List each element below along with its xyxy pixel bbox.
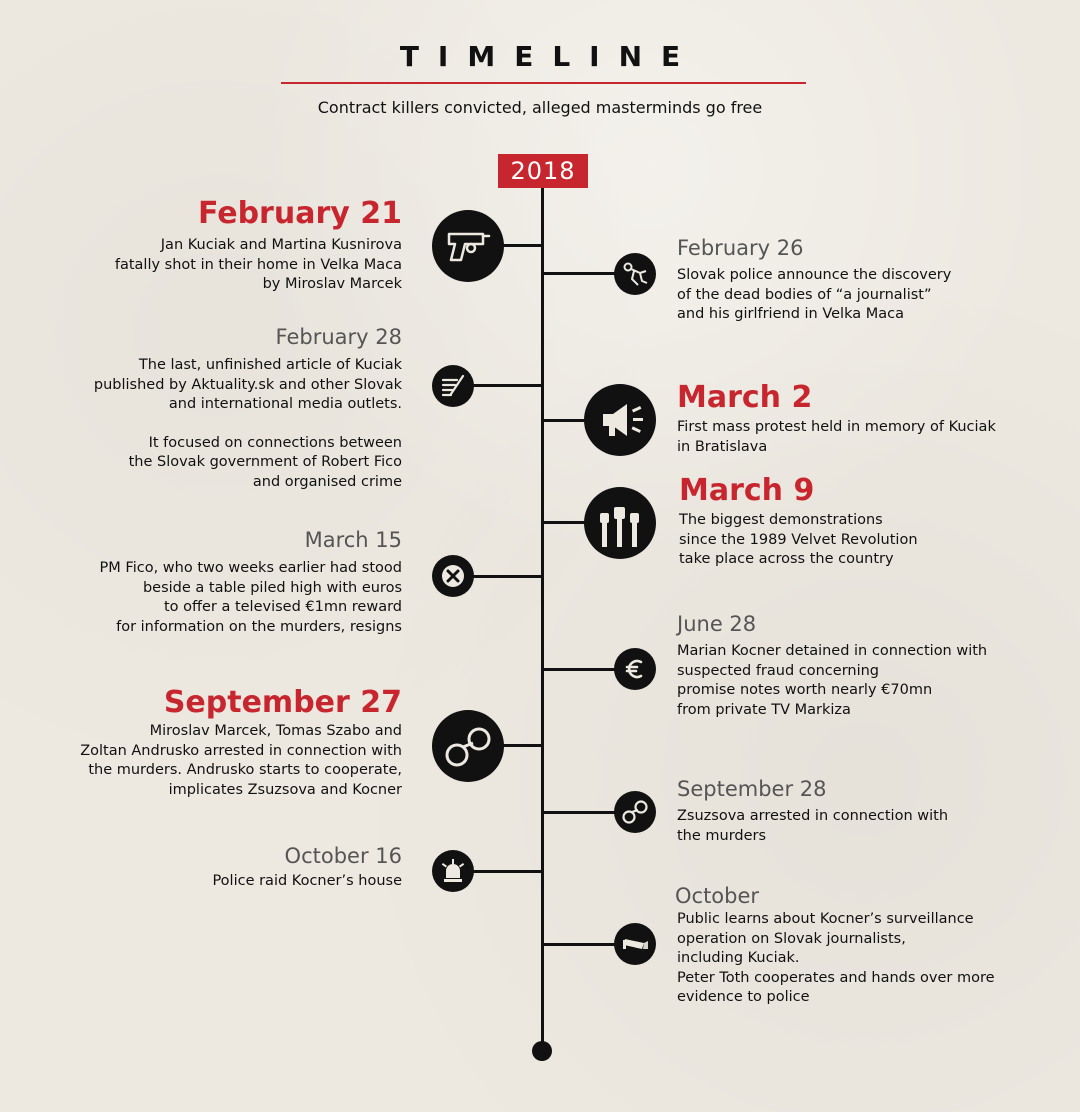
event-text-line: implicates Zsuzsova and Kocner — [168, 781, 402, 798]
event-october-16 — [2, 844, 402, 892]
event-text-line: in Bratislava — [677, 438, 768, 455]
event-text-line: Miroslav Marcek, Tomas Szabo and — [149, 723, 402, 739]
event-text-line: Zsuzsova arrested in connection with — [677, 808, 949, 824]
event-text-line: suspected fraud concerning — [677, 662, 880, 679]
event-text-line: promise notes worth nearly €70mn — [677, 682, 933, 698]
article-icon — [432, 365, 474, 407]
event-date: October 16 — [284, 844, 402, 868]
event-date: March 2 — [677, 380, 813, 415]
event-text-line: The biggest demonstrations — [679, 512, 883, 528]
event-date: September 28 — [677, 777, 827, 801]
event-text-line: Zoltan Andrusko arrested in connection with — [80, 742, 402, 759]
connector — [470, 575, 542, 578]
event-text-line: Marian Kocner detained in connection with — [677, 643, 988, 659]
event-text-line: since the 1989 Velvet Revolution — [679, 531, 918, 548]
event-text-line: Public learns about Kocner’s surveillance — [677, 911, 974, 927]
event-text-line: Slovak police announce the discovery — [677, 267, 952, 283]
event-text-line: the murders. Andrusko starts to cooperate, — [88, 762, 402, 778]
event-september-28 — [677, 777, 1067, 846]
handcuffs-icon — [614, 791, 656, 833]
event-text-line: from private TV Markiza — [677, 701, 851, 718]
event-text-line: and his girlfriend in Velka Maca — [677, 306, 904, 322]
body-outline-icon — [614, 253, 656, 295]
event-date: February 28 — [275, 325, 402, 349]
event-date: March 9 — [679, 473, 815, 508]
event-text-line: the murders — [677, 827, 767, 844]
event-text-line: Police raid Kocner’s house — [212, 873, 402, 889]
event-text-line: Peter Toth cooperates and hands over more — [677, 969, 995, 986]
event-september-27 — [0, 686, 402, 800]
event-text-line: First mass protest held in memory of Kuciak — [677, 419, 996, 435]
connector — [543, 811, 615, 814]
event-text-line: evidence to police — [677, 989, 810, 1005]
connector — [470, 384, 542, 387]
event-text-line: to offer a televised €1mn reward — [163, 599, 402, 615]
handcuffs-icon — [432, 710, 504, 782]
event-text-line: The last, unfinished article of Kuciak — [138, 357, 402, 373]
event-date: February 21 — [197, 196, 402, 231]
gun-icon — [432, 210, 504, 282]
event-march-2 — [677, 381, 1067, 457]
event-february-21 — [22, 197, 402, 295]
event-text-line: published by Aktuality.sk and other Slovak — [93, 376, 402, 393]
event-february-28 — [2, 325, 402, 492]
connector — [470, 870, 542, 873]
event-date: March 15 — [304, 528, 402, 552]
x-mark-icon — [432, 555, 474, 597]
connector — [543, 272, 615, 275]
connector — [543, 668, 615, 671]
event-text-line: of the dead bodies of “a journalist” — [677, 286, 932, 303]
event-february-26 — [677, 236, 1067, 325]
megaphone-icon — [584, 384, 656, 456]
page-subtitle: Contract killers convicted, alleged masterminds go free — [317, 98, 763, 117]
event-text-line: including Kuciak. — [677, 950, 800, 966]
event-date: June 28 — [677, 612, 757, 636]
raised-fists-icon — [584, 487, 656, 559]
event-text-line: and organised crime — [252, 473, 402, 490]
event-text-line: It focused on connections between — [148, 434, 402, 451]
euro-icon — [614, 648, 656, 690]
event-text-line: take place across the country — [679, 551, 894, 567]
event-text-line: beside a table piled high with euros — [142, 579, 402, 596]
event-october — [675, 884, 1065, 1008]
event-text-line: for information on the murders, resigns — [116, 618, 402, 635]
event-text-line: the Slovak government of Robert Fico — [128, 454, 402, 470]
timeline-end-dot — [532, 1041, 552, 1061]
timeline-spine — [541, 188, 544, 1050]
event-text-line: Jan Kuciak and Martina Kusnirova — [160, 237, 402, 253]
event-june-28 — [677, 612, 1067, 720]
event-date: October — [675, 884, 760, 908]
event-date: February 26 — [677, 236, 804, 260]
event-date: September 27 — [163, 685, 402, 720]
page-title: TIMELINE — [399, 40, 700, 73]
title-divider — [281, 82, 806, 84]
year-badge: 2018 — [498, 154, 588, 188]
event-text-line: PM Fico, who two weeks earlier had stood — [99, 560, 402, 576]
connector — [543, 943, 615, 946]
event-text-line: by Miroslav Marcek — [262, 276, 402, 292]
event-march-15 — [2, 528, 402, 637]
event-march-9 — [679, 474, 1069, 570]
event-text-line: operation on Slovak journalists, — [677, 930, 906, 947]
surveillance-camera-icon — [614, 923, 656, 965]
event-text-line: fatally shot in their home in Velka Maca — [114, 256, 402, 273]
police-siren-icon — [432, 850, 474, 892]
event-text-line: and international media outlets. — [168, 396, 402, 412]
